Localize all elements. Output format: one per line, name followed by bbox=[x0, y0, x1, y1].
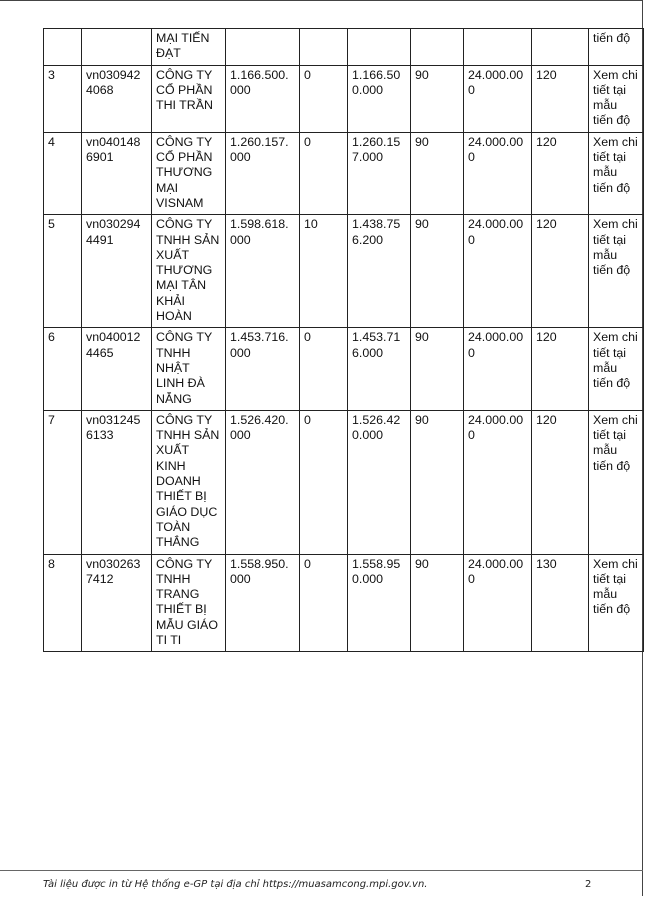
cell-validity-days: 120 bbox=[532, 215, 589, 328]
cell-discount-rate: 0 bbox=[300, 554, 348, 652]
cell-final-price: 1.166.500.000 bbox=[348, 65, 411, 132]
cell-schedule-note: Xem chi tiết tại mẫu tiến độ bbox=[589, 410, 644, 554]
table-row bbox=[44, 132, 644, 214]
cell-discount-rate: 0 bbox=[300, 410, 348, 554]
cell-final-price: 1.453.716.000 bbox=[348, 328, 411, 410]
cell-validity-days: 120 bbox=[532, 65, 589, 132]
cell-schedule-note: Xem chi tiết tại mẫu tiến độ bbox=[589, 554, 644, 652]
cell-bid-price: 1.260.157.000 bbox=[226, 132, 300, 214]
cell-final-price: 1.260.157.000 bbox=[348, 132, 411, 214]
cell-row-number bbox=[44, 29, 82, 66]
cell-bid-guarantee: 24.000.000 bbox=[464, 215, 532, 328]
cell-delivery-days: 90 bbox=[411, 215, 464, 328]
table-row bbox=[44, 554, 644, 652]
cell-bidder-name: CÔNG TY TNHH TRANG THIẾT BỊ MẪU GIÁO TI TI bbox=[152, 554, 226, 652]
cell-delivery-days: 90 bbox=[411, 132, 464, 214]
footer-source-text: Tài liệu được in từ Hệ thống e-GP tại địa chỉ https://muasamcong.mpi.gov.vn. bbox=[43, 879, 428, 890]
cell-row-number: 4 bbox=[44, 132, 82, 214]
cell-row-number: 8 bbox=[44, 554, 82, 652]
table-row bbox=[44, 328, 644, 410]
cell-discount-rate: 0 bbox=[300, 65, 348, 132]
page-number: 2 bbox=[585, 879, 592, 890]
cell-bidder-code: vn0302944491 bbox=[82, 215, 152, 328]
cell-discount-rate: 0 bbox=[300, 132, 348, 214]
cell-delivery-days: 90 bbox=[411, 65, 464, 132]
cell-bid-guarantee: 24.000.000 bbox=[464, 328, 532, 410]
cell-bidder-name: CÔNG TY CỔ PHẦN THI TRẦN bbox=[152, 65, 226, 132]
cell-bid-guarantee bbox=[464, 29, 532, 66]
cell-bid-guarantee: 24.000.000 bbox=[464, 554, 532, 652]
cell-bid-price: 1.558.950.000 bbox=[226, 554, 300, 652]
cell-schedule-note: Xem chi tiết tại mẫu tiến độ bbox=[589, 215, 644, 328]
page-footer bbox=[0, 870, 643, 897]
cell-discount-rate: 10 bbox=[300, 215, 348, 328]
cell-bidder-code: vn0312456133 bbox=[82, 410, 152, 554]
cell-bid-price: 1.166.500.000 bbox=[226, 65, 300, 132]
cell-validity-days: 120 bbox=[532, 410, 589, 554]
cell-row-number: 3 bbox=[44, 65, 82, 132]
cell-row-number: 6 bbox=[44, 328, 82, 410]
cell-final-price: 1.558.950.000 bbox=[348, 554, 411, 652]
cell-bid-price: 1.453.716.000 bbox=[226, 328, 300, 410]
cell-final-price: 1.526.420.000 bbox=[348, 410, 411, 554]
table-body bbox=[44, 29, 644, 652]
bidder-table bbox=[43, 28, 644, 652]
cell-validity-days: 120 bbox=[532, 328, 589, 410]
cell-final-price: 1.438.756.200 bbox=[348, 215, 411, 328]
cell-validity-days: 130 bbox=[532, 554, 589, 652]
cell-bidder-code bbox=[82, 29, 152, 66]
cell-schedule-note: Xem chi tiết tại mẫu tiến độ bbox=[589, 65, 644, 132]
cell-row-number: 5 bbox=[44, 215, 82, 328]
cell-bidder-name: CÔNG TY TNHH SẢN XUẤT KINH DOANH THIẾT BỊ GIÁO DỤC TOÀN THẮNG bbox=[152, 410, 226, 554]
cell-validity-days: 120 bbox=[532, 132, 589, 214]
cell-delivery-days: 90 bbox=[411, 554, 464, 652]
cell-row-number: 7 bbox=[44, 410, 82, 554]
cell-delivery-days: 90 bbox=[411, 328, 464, 410]
cell-bidder-name: CÔNG TY TNHH NHẬT LINH ĐÀ NẴNG bbox=[152, 328, 226, 410]
cell-bid-guarantee: 24.000.000 bbox=[464, 410, 532, 554]
cell-bidder-code: vn0401486901 bbox=[82, 132, 152, 214]
cell-bid-price: 1.526.420.000 bbox=[226, 410, 300, 554]
table-row bbox=[44, 29, 644, 66]
cell-bidder-code: vn0302637412 bbox=[82, 554, 152, 652]
cell-bidder-name: CÔNG TY TNHH SẢN XUẤT THƯƠNG MẠI TÂN KHẢI HOÀN bbox=[152, 215, 226, 328]
cell-bidder-name: CÔNG TY CỔ PHẦN THƯƠNG MẠI VISNAM bbox=[152, 132, 226, 214]
cell-discount-rate bbox=[300, 29, 348, 66]
cell-schedule-note: Xem chi tiết tại mẫu tiến độ bbox=[589, 132, 644, 214]
table-row bbox=[44, 410, 644, 554]
cell-bidder-code: vn0400124465 bbox=[82, 328, 152, 410]
table-row bbox=[44, 65, 644, 132]
cell-delivery-days bbox=[411, 29, 464, 66]
cell-schedule-note: Xem chi tiết tại mẫu tiến độ bbox=[589, 328, 644, 410]
cell-bid-price: 1.598.618.000 bbox=[226, 215, 300, 328]
cell-bid-guarantee: 24.000.000 bbox=[464, 65, 532, 132]
cell-delivery-days: 90 bbox=[411, 410, 464, 554]
cell-final-price bbox=[348, 29, 411, 66]
table-row bbox=[44, 215, 644, 328]
cell-validity-days bbox=[532, 29, 589, 66]
cell-bid-price bbox=[226, 29, 300, 66]
cell-bidder-code: vn0309424068 bbox=[82, 65, 152, 132]
cell-schedule-note: tiến độ bbox=[589, 29, 644, 66]
cell-discount-rate: 0 bbox=[300, 328, 348, 410]
cell-bid-guarantee: 24.000.000 bbox=[464, 132, 532, 214]
cell-bidder-name: MẠI TIẾN ĐẠT bbox=[152, 29, 226, 66]
